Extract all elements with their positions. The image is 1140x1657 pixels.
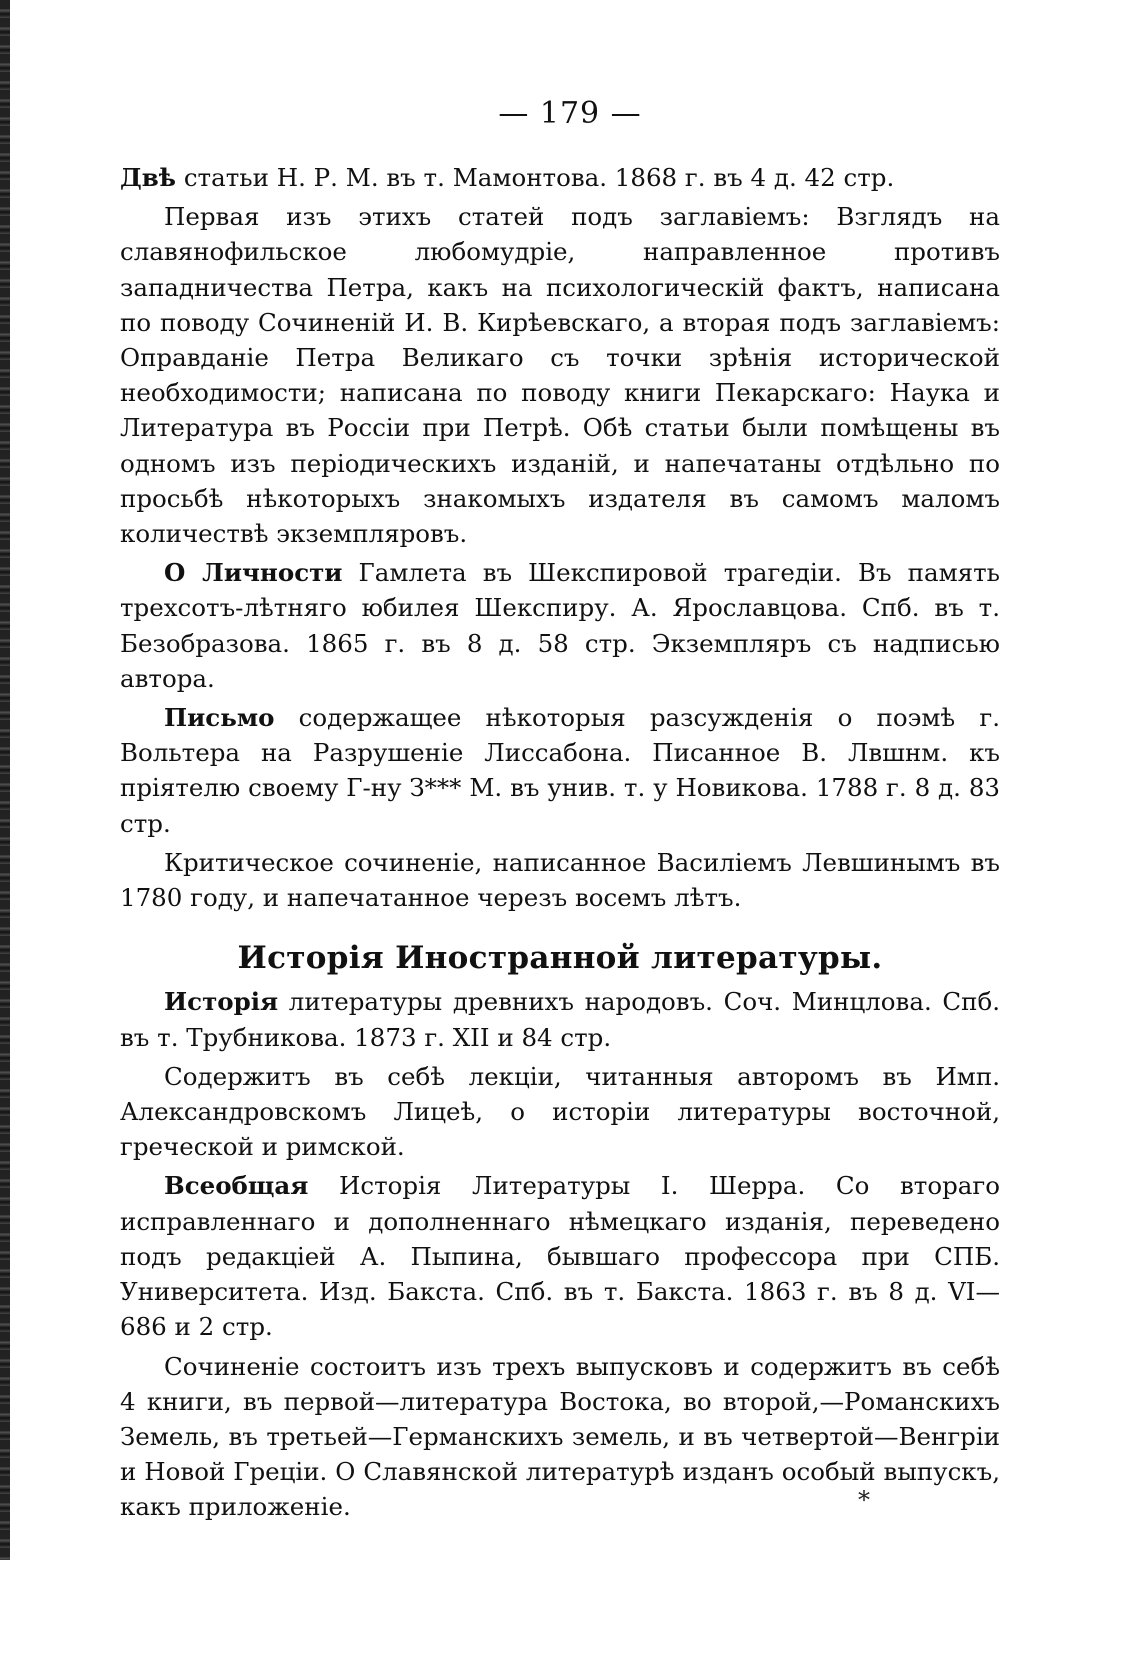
entry-text: Сочиненіе состоитъ изъ трехъ выпусковъ и содержитъ въ себѣ 4 книги, въ первой—литература Востока, во второй,—Романскихъ Земель, въ третьей—Германскихъ земель, и въ четвертой—Венгріи и Новой Греціи. О Славянской литературѣ изданъ особый выпускъ, какъ приложеніе.	[120, 1351, 1000, 1522]
bibliography-entry	[120, 984, 1000, 1054]
entry-text: статьи Н. Р. М. въ т. Мамонтова. 1868 г. въ 4 д. 42 стр.	[176, 163, 895, 192]
scanned-page-edge	[0, 0, 10, 1560]
entries-before-section	[120, 160, 1000, 915]
entry-text: Первая изъ этихъ статей подъ заглавіемъ: Взглядъ на славянофильское любомудріе, направленное противъ западничества Петра, какъ на психологическій фактъ, написана по поводу Сочиненій И. В. Кирѣевскаго, а вторая подъ заглавіемъ: Оправданіе Петра Великаго съ точки зрѣнія исторической необходимости; написана по поводу книги Пекарскаго: Наука и Литература въ Россіи при Петрѣ. Обѣ статьи были помѣщены въ одномъ изъ періодическихъ изданій, и напечатаны отдѣльно по просьбѣ нѣкоторыхъ знакомыхъ издателя въ самомъ маломъ количествѣ экземпляровъ.	[120, 202, 1000, 549]
bibliography-entry	[120, 555, 1000, 696]
entry-lead: Исторія	[164, 987, 279, 1017]
entry-lead: Всеобщая	[164, 1171, 309, 1201]
entry-text: Содержитъ въ себѣ лекціи, читанныя авторомъ въ Имп. Александровскомъ Лицеѣ, о исторіи литературы восточной, греческой и римской.	[120, 1061, 1000, 1162]
bibliography-entry	[120, 700, 1000, 841]
bibliography-entry	[120, 1059, 1000, 1165]
bibliography-entry	[120, 160, 1000, 195]
page-body	[120, 160, 1000, 1525]
entry-text: Исторія Литературы І. Шерра. Со втораго исправленнаго и дополненнаго нѣмецкаго изданія, переведено подъ редакціей А. Пыпина, бывшаго профессора при СПБ. Университета. Изд. Бакста. Спб. въ т. Бакста. 1863 г. въ 8 д. VI—686 и 2 стр.	[120, 1171, 1000, 1342]
section-title: Исторія Иностранной литературы.	[237, 940, 883, 977]
page-number: — 179 —	[498, 96, 642, 131]
end-mark: *	[858, 1486, 870, 1514]
entry-text: Гамлета въ Шекспировой трагедіи. Въ память трехсотъ-лѣтняго юбилея Шекспиру. А. Ярославцова. Спб. въ т. Безобразова. 1865 г. въ 8 д. 58 стр. Экземпляръ съ надписью автора.	[120, 558, 1000, 693]
bibliography-entry	[120, 1168, 1000, 1344]
entry-lead: Письмо	[164, 703, 275, 733]
entry-lead: О Личности	[164, 558, 343, 588]
entry-text: литературы древнихъ народовъ. Соч. Минцлова. Спб. въ т. Трубникова. 1873 г. XII и 84 стр.	[120, 987, 1000, 1052]
bibliography-entry	[120, 845, 1000, 915]
entries-after-section	[120, 984, 1000, 1524]
entry-text: содержащее нѣкоторыя разсужденія о поэмѣ г. Вольтера на Разрушеніе Лиссабона. Писанное В. Лвшнм. къ пріятелю своему Г-ну З*** М. въ унив. т. у Новикова. 1788 г. 8 д. 83 стр.	[120, 703, 1000, 838]
entry-text: Критическое сочиненіе, написанное Василіемъ Левшинымъ въ 1780 году, и напечатанное черезъ восемъ лѣтъ.	[120, 847, 1000, 913]
bibliography-entry	[120, 199, 1000, 551]
entry-lead: Двѣ	[120, 163, 177, 192]
